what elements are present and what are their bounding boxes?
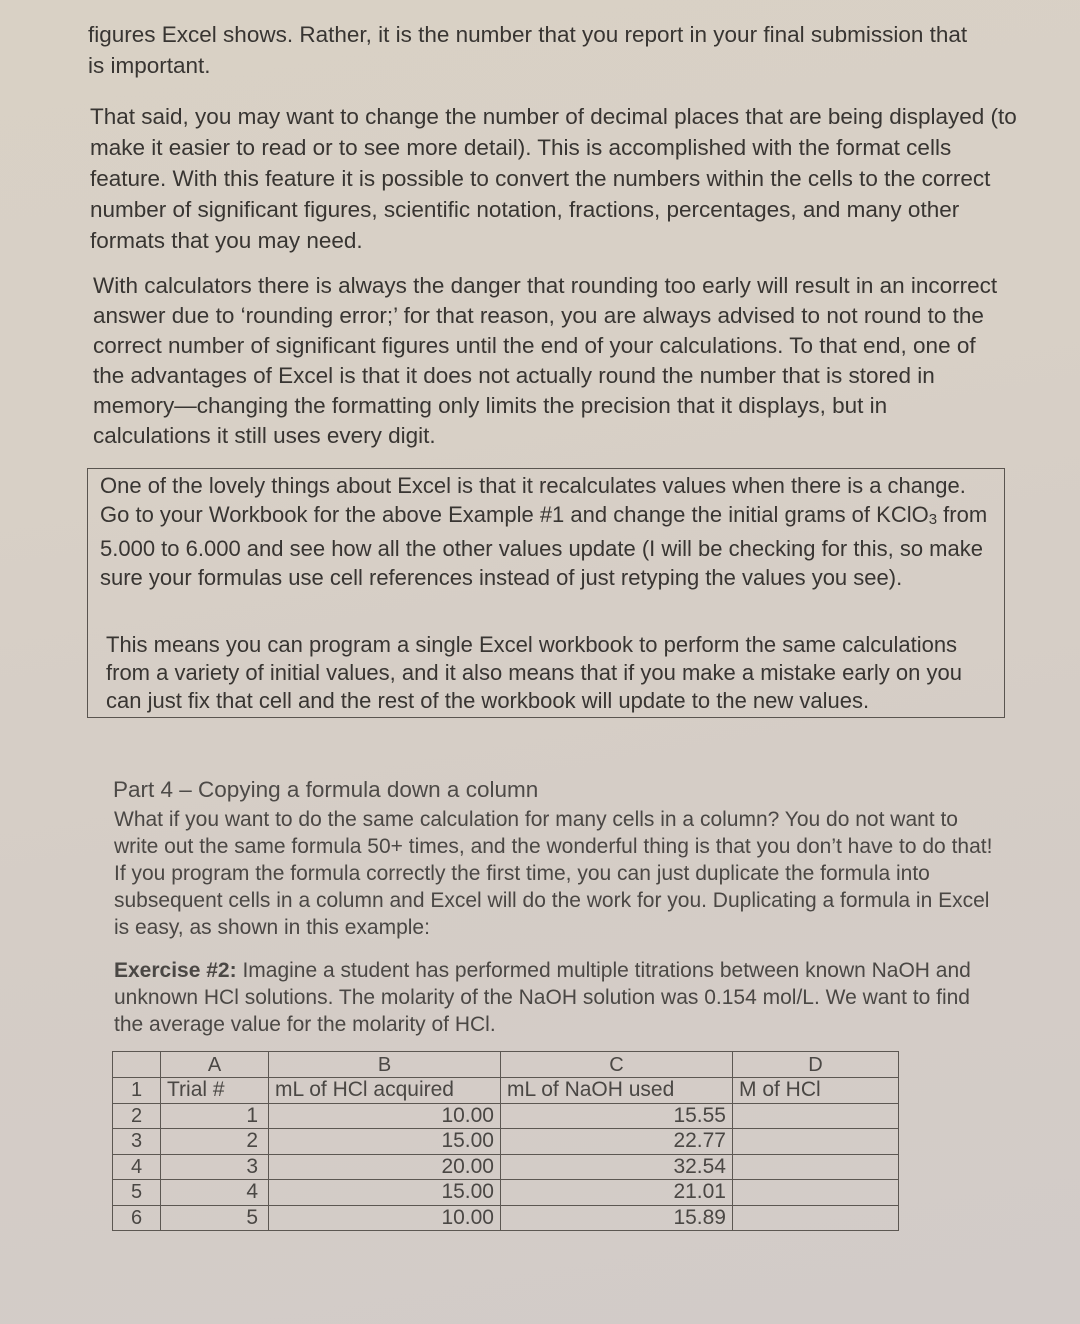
header-trial: Trial # (161, 1078, 269, 1104)
header-m-hcl: M of HCl (733, 1078, 899, 1104)
callout-text-b: from 5.000 to 6.000 and see how all the other values update (I will be checking for this, so make sure your formulas use cell references instead of just retyping the values you see). (100, 502, 988, 590)
exercise-text: Imagine a student has performed multiple titrations between known NaOH and unknown HCl solutions. The molarity of the NaOH solution was 0.154 mol/L. We want to find the average value for the molarity of HCl. (114, 959, 971, 1036)
hcl-cell: 20.00 (269, 1154, 501, 1180)
hcl-cell: 10.00 (269, 1205, 501, 1231)
naoh-cell: 15.55 (501, 1103, 733, 1129)
header-naoh: mL of NaOH used (501, 1078, 733, 1104)
trial-cell: 2 (161, 1129, 269, 1155)
table-row (113, 1103, 899, 1129)
row-number: 2 (113, 1103, 161, 1129)
column-letter: C (501, 1052, 733, 1078)
naoh-cell: 21.01 (501, 1180, 733, 1206)
trial-cell: 5 (161, 1205, 269, 1231)
m-hcl-cell (733, 1205, 899, 1231)
m-hcl-cell (733, 1154, 899, 1180)
row-number: 3 (113, 1129, 161, 1155)
callout-paragraph-2: This means you can program a single Excel workbook to perform the same calculations from a variety of initial values, and it also means that if you make a mistake early on you can just fix that cell and the rest of the workbook will update to the new values. (106, 632, 962, 713)
trial-cell: 3 (161, 1154, 269, 1180)
spreadsheet-table (112, 1051, 899, 1231)
decimal-places-paragraph: That said, you may want to change the number of decimal places that are being displayed (to make it easier to read or to see more detail). This is accomplished with the format cells feature. With this feature it is possible to convert the numbers within the cells to the correct number of significant figures, scientific notation, fractions, percentages, and many other formats that you may need. (90, 104, 1017, 253)
callout-paragraph-1 (100, 471, 1000, 592)
trial-cell: 4 (161, 1180, 269, 1206)
trial-cell: 1 (161, 1103, 269, 1129)
table-row (113, 1154, 899, 1180)
table-row (113, 1129, 899, 1155)
corner-cell (113, 1052, 161, 1078)
rounding-error-paragraph: With calculators there is always the danger that rounding too early will result in an incorrect answer due to ‘rounding error;’ for that reason, you are always advised to not round to the correct number of significant figures until the end of your calculations. To that end, one of the advantages of Excel is that it does not actually round the number that is stored in memory—changing the formatting only limits the precision that it displays, but in calculations it still uses every digit. (93, 273, 998, 448)
callout-subscript: 3 (928, 511, 938, 528)
exercise-label: Exercise #2: (114, 959, 237, 982)
header-row (113, 1078, 899, 1104)
column-letter: A (161, 1052, 269, 1078)
column-letter: B (269, 1052, 501, 1078)
m-hcl-cell (733, 1129, 899, 1155)
callout-text-a: One of the lovely things about Excel is that it recalculates values when there is a change. Go to your Workbook for the above Example #1 and change the initial grams of KClO (100, 473, 966, 527)
hcl-cell: 10.00 (269, 1103, 501, 1129)
m-hcl-cell (733, 1180, 899, 1206)
row-number: 4 (113, 1154, 161, 1180)
intro-paragraph: figures Excel shows. Rather, it is the number that you report in your final submission that is important. (88, 22, 968, 78)
row-number: 1 (113, 1078, 161, 1104)
row-number: 5 (113, 1180, 161, 1206)
column-letter-row (113, 1052, 899, 1078)
table-row (113, 1180, 899, 1206)
hcl-cell: 15.00 (269, 1129, 501, 1155)
exercise-2-paragraph (114, 957, 994, 1038)
header-hcl: mL of HCl acquired (269, 1078, 501, 1104)
part4-heading: Part 4 – Copying a formula down a column (113, 777, 539, 802)
column-letter: D (733, 1052, 899, 1078)
hcl-cell: 15.00 (269, 1180, 501, 1206)
naoh-cell: 15.89 (501, 1205, 733, 1231)
part4-paragraph: What if you want to do the same calculation for many cells in a column? You do not want to write out the same formula 50+ times, and the wonderful thing is that you don’t have to do that! If you program the formula correctly the first time, you can just duplicate the formula into subsequent cells in a column and Excel will do the work for you. Duplicating a formula in Excel is easy, as shown in this example: (114, 808, 993, 939)
m-hcl-cell (733, 1103, 899, 1129)
row-number: 6 (113, 1205, 161, 1231)
naoh-cell: 22.77 (501, 1129, 733, 1155)
table-row (113, 1205, 899, 1231)
naoh-cell: 32.54 (501, 1154, 733, 1180)
